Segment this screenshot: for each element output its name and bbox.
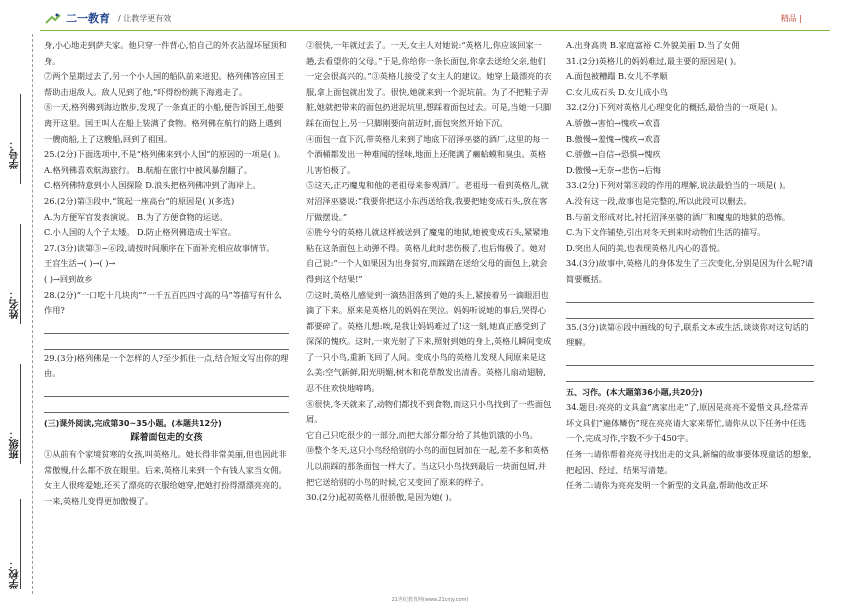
answer-line[interactable] xyxy=(566,288,814,303)
question-32: 32.(2分)下列对英格儿心理变化的概括,最恰当的一项是( )。 xyxy=(566,102,783,113)
sequence-row: 王宫生活→( )→( )→ xyxy=(44,258,116,269)
answer-line[interactable] xyxy=(44,319,289,334)
answer-line[interactable] xyxy=(44,398,289,413)
page-header xyxy=(0,0,860,34)
answer-line[interactable] xyxy=(44,335,289,350)
question-30: 30.(2分)起初英格儿很骄傲,是因为她( )。 xyxy=(306,492,457,503)
brand-name: 二一教育 xyxy=(66,12,110,25)
option-row: C.女儿成石头 D.女儿成小鸟 xyxy=(566,86,668,97)
paragraph: ①从前有个家境贫寒的女孩,叫英格儿。她长得非常美丽,但也因此非常傲慢,什么都不放在眼里。后来,英格儿来到一个有钱人家当女佣。女主人很疼爱她,还买了漂亮的衣服给她穿,把她打扮得漂漂亮亮的。一来,英格儿变得更加傲慢了。 xyxy=(44,449,287,506)
option-row: B.与前文形成对比,衬托沼泽巫婆的酒厂和魔鬼的地狱的恐怖。 xyxy=(566,211,791,222)
writing-task-2: 任务二:请你为亮亮发明一个新型的文具盒,帮助他改正坏 xyxy=(566,480,768,491)
column-left xyxy=(44,38,289,509)
binding-margin xyxy=(0,34,40,594)
answer-line[interactable] xyxy=(566,351,814,366)
option-row: A.骄傲→害怕→愧疚→欢喜 xyxy=(566,117,661,128)
paragraph: ⑤这天,正巧魔鬼和他的老祖母来参观酒厂。老祖母一看到英格儿,就对沼泽巫婆说:“我要你把这小东西送给我,我要把她变成石头,放在客厅做摆设。” xyxy=(306,180,549,222)
column-middle xyxy=(306,38,552,506)
school-label: 学校： xyxy=(10,559,21,589)
option-row: D.傲慢→无奈→悲伤→后悔 xyxy=(566,164,661,175)
answer-line[interactable] xyxy=(566,367,814,382)
header-divider xyxy=(40,30,830,31)
paragraph: ⑥胜兮兮的英格儿就这样被送到了魔鬼的地狱,她被变成石头,紧紧地粘在这条面包上动弹不得。英格儿此时悲伤极了,也后悔极了。她对自己说:“一个人如果因为出身贫穷,而踩踏在送给父母的面包上,就会得到这个结果!” xyxy=(306,227,549,284)
paragraph: ⑦这时,英格儿感觉到一滴热泪落到了她的头上,紧接着另一滴眼泪也滴了下来。原来是英格儿的妈妈在哭泣。妈妈听说她的事后,哭得心都要碎了。英格儿想:唉,是我让妈妈难过了!这一刻,她真正感受到了深深的愧疚。这时,一束光射了下来,照射到她的身上,英格儿瞬间变成了一只小鸟,重新飞回了人间。变成小鸟的英格儿发现人间原来是这么美:空气新鲜,阳光明媚,树木和花草散发出清香。英格儿扇动翅膀,忍不住欢快地啼鸣。 xyxy=(306,289,552,394)
question-25: 25.(2分)下面选项中,不是“格列佛来到小人国”的原因的一项是( )。 xyxy=(44,149,286,160)
option-row: D.突出人间的美,也表现英格儿内心的喜悦。 xyxy=(566,242,725,253)
option-row: C.小人国的人个子太矮。 D.防止格列佛造成士军官。 xyxy=(44,227,236,238)
paragraph: ⑩整个冬天,这只小鸟经给别的小鸟的面包屑加在一起,差不多和英格儿以前踩的那条面包一样大了。当这只小鸟找到最后一块面包屑,并把它送给别的小鸟的时候,它又变回了原来的样子。 xyxy=(306,445,549,487)
column-right xyxy=(566,38,814,494)
writing-prompt: 34.题目:亮亮的文具盒“离家出走”了,原因是亮亮不爱惜文具,经常弄坏文具们“遍体鳞伤”现在亮亮请大家来帮忙,请你从以下任务中任选一个,完成习作,字数不少于450字。 xyxy=(566,402,809,444)
question-35: 35.(3分)读第⑥段中画线的句子,联系文本或生活,谈谈你对这句话的理解。 xyxy=(566,321,809,348)
paragraph: ④面包一直下沉,带英格儿来到了地底下沼泽巫婆的酒厂,这里的每一个酒桶都发出一种难闻的怪味,地面上还爬满了癞蛤蟆和臭虫。英格儿害怕极了。 xyxy=(306,133,549,175)
answer-line[interactable] xyxy=(566,304,814,319)
question-26: 26.(2分)第③段中,“筑起一座高台”的原因是( )(多选) xyxy=(44,195,235,206)
paragraph: ⑧很快,冬天就来了,动物们都找不到食物,而这只小鸟找到了一些面包屑。 xyxy=(306,398,552,425)
option-row: A.面包被糟蹋 B.女儿不孝顺 xyxy=(566,71,668,82)
option-row: A.没有这一段,故事也是完整的,所以此段可以删去。 xyxy=(566,195,752,206)
brand-logo xyxy=(44,10,110,26)
question-31: 31.(2分)英格儿的妈妈难过,最主要的原因是( )。 xyxy=(566,55,742,66)
paragraph: 身,小心地走到萨夫家。他只穿一件背心,怕自己的外衣沾湿坏屋顶和身。 xyxy=(44,40,287,66)
paragraph: ⑦两个星期过去了,另一个小人国的船队前来进犯。格列佛答应国王帮助击退敌人。敌人见到了他,“吓得纷纷跳下海逃走了。 xyxy=(44,71,285,97)
page-footer: 21世纪教育网(www.21cnjy.com) xyxy=(391,597,469,603)
passage-title: 踩着面包走的女孩 xyxy=(130,433,203,444)
paragraph: ⑧一天,格列佛到海边散步,发现了一条真正的小船,便告诉国王,他要离开这里。国王叫人在船上装满了食物。格列佛在航行的路上遇到一艘商船,上了这艘船,回到了祖国。 xyxy=(44,102,284,144)
option-row: A.格列佛喜欢航海旅行。 B.航船在旅行中被风暴刮翻了。 xyxy=(44,164,253,175)
name-label: 姓名： xyxy=(10,289,21,319)
question-28: 28.(2分)“一口吃十几块肉”“一千五百匹四寸高的马”等描写有什么作用? xyxy=(44,289,282,316)
section-heading: (三)课外阅读,完成第30~35小题。(本题共12分) xyxy=(44,418,222,428)
question-27: 27.(3分)读第③~⑥段,请按时间顺序在下面补充相应故事情节。 xyxy=(44,242,275,253)
question-33: 33.(2分)下列对第⑧段的作用的理解,说法最恰当的一项是( )。 xyxy=(566,180,791,191)
option-row: C.格列佛特意到小人国探险 D.浪头把格列佛冲到了海岸上。 xyxy=(44,180,261,191)
section-heading: 五、习作。(本大题第36小题,共20分) xyxy=(566,387,703,397)
question-29: 29.(3分)格列佛是一个怎样的人?至少抓住一点,结合短文写出你的理由。 xyxy=(44,352,289,379)
brand-slogan: / 让教学更有效 xyxy=(118,14,172,23)
option-row: B.傲慢→羞愧→愧疚→欢喜 xyxy=(566,133,661,144)
answer-line[interactable] xyxy=(44,382,289,397)
cut-line xyxy=(32,34,33,594)
option-row: A.为方便军官发表演说。 B.为了方便食物的运送。 xyxy=(44,211,228,222)
runner-logo-icon xyxy=(44,13,62,25)
question-34: 34.(3分)故事中,英格儿的身体发生了三次变化,分别是因为什么呢?请简要概括。 xyxy=(566,258,814,284)
writing-task-1: 任务一:请你帮着亮亮寻找出走的文具,新编的故事要体现童话的想象,把起因、经过、结果写清楚。 xyxy=(566,449,812,475)
sequence-row: ( )→回到故乡 xyxy=(44,273,93,284)
option-row: A.出身高贵 B.家庭富裕 C.外貌美丽 D.当了女佣 xyxy=(566,40,740,50)
option-row: C.为下文作铺垫,引出对冬天到来时动物们生活的描写。 xyxy=(566,227,766,238)
paragraph: 它自己只吃很少的一部分,而把大部分都分给了其他饥饿的小鸟。 xyxy=(306,429,538,440)
option-row: C.骄傲→自信→恐惧→愧疚 xyxy=(566,149,661,160)
header-tag: 精品 | xyxy=(780,14,802,23)
student-no-label: 学号： xyxy=(10,139,21,169)
class-label: 班级： xyxy=(10,429,21,459)
paragraph: ②很快,一年就过去了。一天,女主人对她说:“英格儿,你应该回家一趟,去看望你的父母。”于是,你给你一条长面包,你拿去送给父亲,他们一定会很高兴的。”③英格儿接受了女主人的建议。她穿上最漂亮的衣服,拿上面包就出发了。很快,她就来到一个泥坑前。为了不把鞋子弄脏,她就把带来的面包扔进泥坑里,想踩着面包过去。可是,当她一只脚踩在面包上,另一只脚刚要向前迈时,面包突然开始下沉。 xyxy=(306,40,552,128)
